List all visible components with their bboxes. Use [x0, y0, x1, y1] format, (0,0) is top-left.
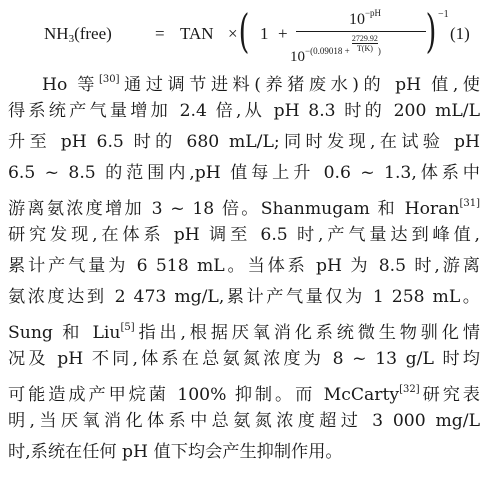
fraction	[290, 8, 426, 66]
fraction-bar	[296, 31, 426, 32]
fraction-denominator: $10^{-(0.09018 + \frac{2729.92}{T(K)} )}$	[290, 34, 381, 65]
one-term: 1	[260, 24, 269, 43]
tan-term: TAN	[180, 24, 214, 43]
text-line: 时,系统在任何 pH 值下均会产生抑制作用。	[8, 442, 343, 462]
temperature-fraction: $\frac{2729.92}{T(K)}$	[351, 34, 378, 53]
right-parenthesis: )	[425, 4, 437, 58]
text-line: 氨浓度达到 2 473 mg/L,累计产气量仅为 1 258 mL。	[8, 287, 480, 307]
text-line: 游离氨浓度增加 3 ~ 18 倍。Shanmugam 和 Horan[31]	[8, 198, 480, 219]
text-line: 明,当厌氧消化体系中总氨氮浓度超过 3 000 mg/L	[8, 411, 480, 431]
equation-number: (1)	[450, 24, 470, 43]
left-parenthesis: (	[238, 4, 250, 58]
citation-ref: [32]	[399, 384, 420, 395]
text-line: 6.5 ~ 8.5 的范围内,pH 值每上升 0.6 ~ 1.3,体系中	[8, 163, 480, 183]
text-line: 累计产气量为 6 518 mL。当体系 pH 为 8.5 时,游离	[8, 256, 480, 276]
text-line: 可能造成产甲烷菌 100% 抑制。而 McCarty[32]研究表	[8, 384, 480, 405]
citation-ref: [30]	[99, 74, 120, 85]
fraction-numerator: $10^{-pH}$	[348, 8, 382, 28]
citation-ref: [5]	[120, 322, 135, 333]
equals-sign: =	[155, 24, 165, 43]
text-line: Sung 和 Liu[5]指出,根据厌氧消化系统微生物驯化情	[8, 322, 480, 343]
text-line: 况及 pH 不同,体系在总氨氮浓度为 8 ~ 13 g/L 时均	[8, 349, 480, 369]
equation-lhs: $NH_3(free)$	[44, 24, 112, 45]
citation-ref: [31]	[459, 198, 480, 209]
times-sign: ×	[228, 24, 238, 43]
text-line: 升至 pH 6.5 时的 680 mL/L;同时发现,在试验 pH	[8, 132, 480, 152]
text-line: 研究发现,在体系 pH 调至 6.5 时,产气量达到峰值,	[8, 225, 480, 245]
plus-sign: +	[278, 24, 288, 43]
outer-exponent: −1	[438, 9, 449, 20]
text-line: Ho 等[30]通过调节进料(养猪废水)的 pH 值,使	[42, 74, 480, 95]
free-ammonia-equation	[10, 6, 480, 66]
text-line: 得系统产气量增加 2.4 倍,从 pH 8.3 时的 200 mL/L	[8, 101, 480, 121]
